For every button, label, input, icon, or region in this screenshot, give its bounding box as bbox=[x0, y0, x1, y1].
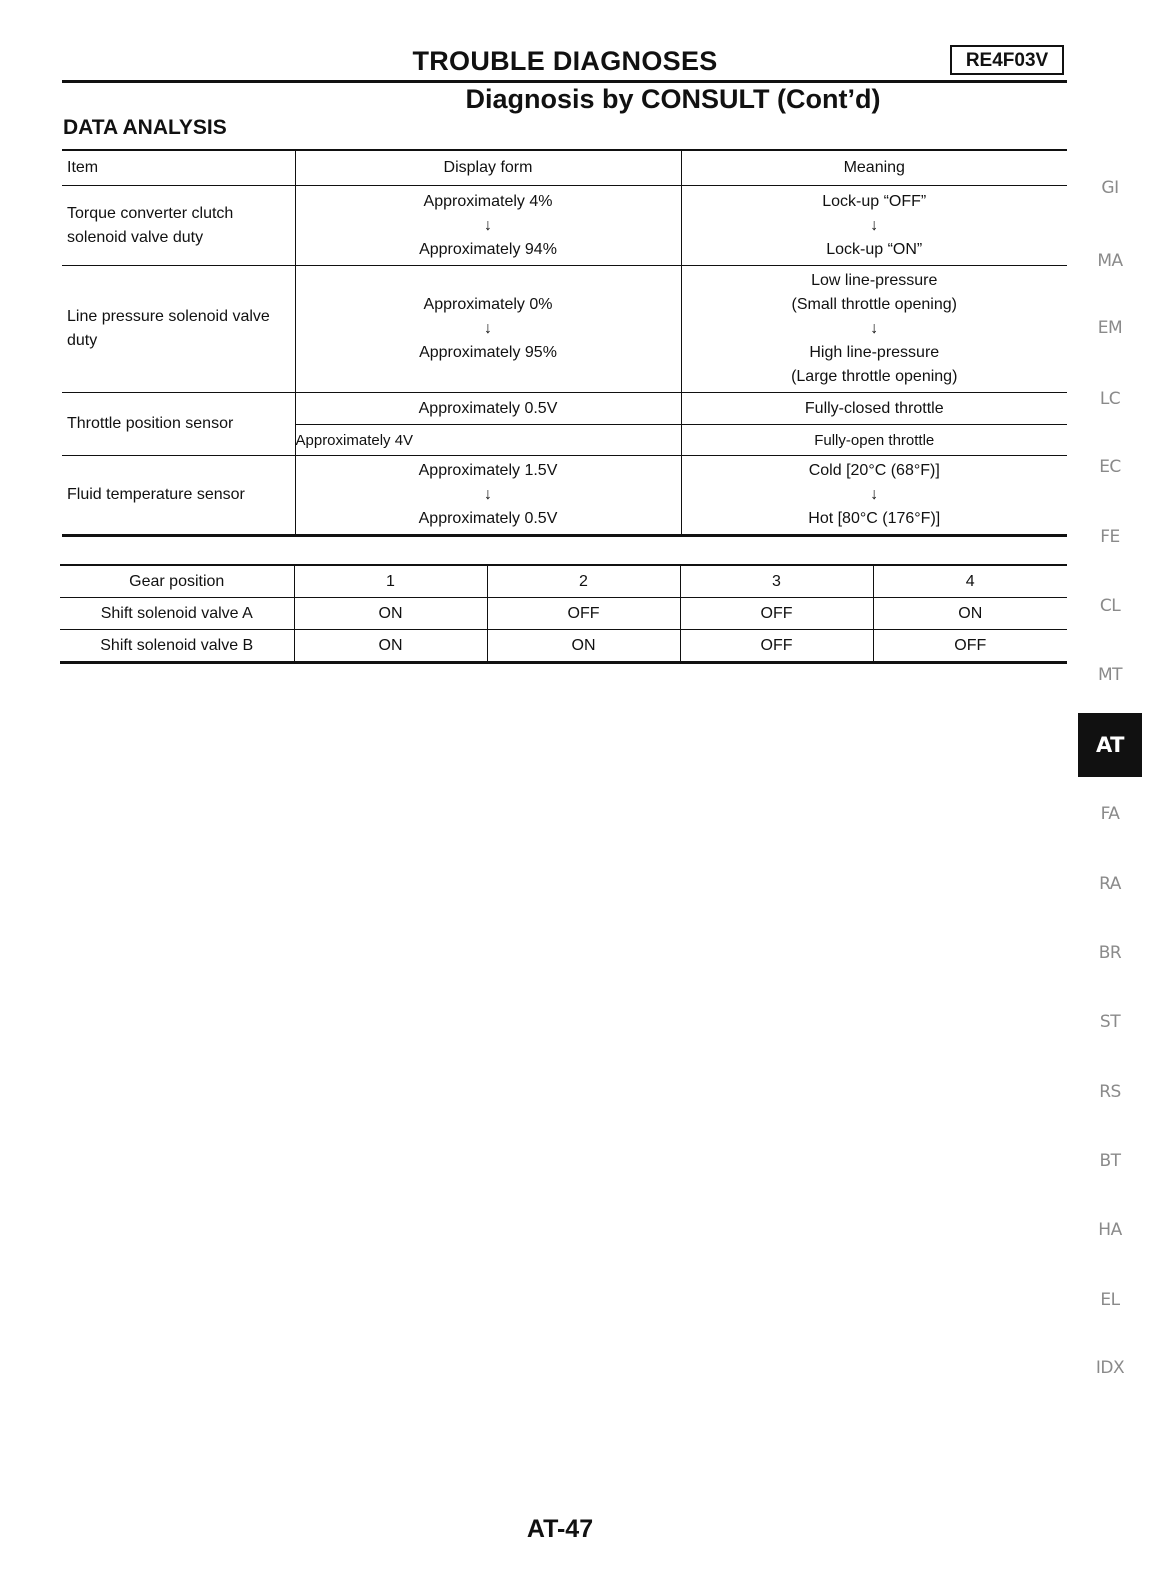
down-arrow-icon: ↓ bbox=[870, 216, 879, 234]
row-label: Shift solenoid valve B bbox=[60, 630, 294, 663]
section-heading: DATA ANALYSIS bbox=[63, 116, 227, 139]
display-to: Approximately 94% bbox=[419, 240, 557, 258]
index-tab-at[interactable]: AT bbox=[1078, 713, 1142, 777]
index-tab-cl[interactable]: CL bbox=[1099, 596, 1121, 616]
header-display-form: Display form bbox=[295, 150, 681, 186]
table-cell: OFF bbox=[873, 630, 1067, 663]
row-meaning: Fully-open throttle bbox=[681, 425, 1067, 456]
model-code-badge: RE4F03V bbox=[950, 45, 1064, 75]
index-tab-ha[interactable]: HA bbox=[1098, 1220, 1122, 1240]
header-gear-1: 1 bbox=[294, 565, 487, 598]
row-display-form: Approximately 4V bbox=[295, 425, 681, 456]
table-row bbox=[62, 186, 1067, 266]
index-tab-rs[interactable]: RS bbox=[1099, 1082, 1121, 1102]
down-arrow-icon: ↓ bbox=[484, 216, 492, 234]
data-analysis-table bbox=[62, 149, 1067, 537]
meaning-from-detail: (Small throttle opening) bbox=[791, 296, 957, 313]
display-from: Approximately 4% bbox=[423, 192, 553, 210]
index-tab-idx[interactable]: IDX bbox=[1095, 1358, 1125, 1378]
down-arrow-icon: ↓ bbox=[870, 320, 879, 337]
table-cell: ON bbox=[294, 630, 487, 663]
meaning-to: Hot [80°C (176°F)] bbox=[808, 510, 941, 527]
table-row bbox=[60, 630, 1067, 663]
index-tab-ma[interactable]: MA bbox=[1097, 251, 1123, 271]
index-tab-lc[interactable]: LC bbox=[1099, 389, 1121, 409]
row-display-form bbox=[295, 266, 681, 393]
row-display-form bbox=[295, 186, 681, 266]
table-header-row bbox=[62, 150, 1067, 186]
display-to: Approximately 0.5V bbox=[418, 510, 558, 527]
table-row bbox=[62, 456, 1067, 536]
index-tab-ra[interactable]: RA bbox=[1099, 874, 1121, 894]
index-tab-gi[interactable]: GI bbox=[1101, 178, 1119, 198]
meaning-to-detail: (Large throttle opening) bbox=[791, 368, 958, 385]
section-index-tabs bbox=[1078, 0, 1167, 1584]
index-tab-st[interactable]: ST bbox=[1099, 1012, 1121, 1032]
table-row bbox=[62, 393, 1067, 425]
table-cell: ON bbox=[487, 630, 680, 663]
header-meaning: Meaning bbox=[681, 150, 1067, 186]
index-tab-br[interactable]: BR bbox=[1098, 943, 1122, 963]
row-meaning bbox=[681, 186, 1067, 266]
row-meaning: Fully-closed throttle bbox=[681, 393, 1067, 425]
meaning-to: Lock-up “ON” bbox=[826, 240, 923, 258]
row-label: Shift solenoid valve A bbox=[60, 598, 294, 630]
down-arrow-icon: ↓ bbox=[484, 320, 492, 337]
down-arrow-icon: ↓ bbox=[484, 486, 492, 503]
index-tab-el[interactable]: EL bbox=[1100, 1290, 1120, 1310]
row-item: Line pressure solenoid valve duty bbox=[62, 266, 295, 393]
header-gear-3: 3 bbox=[680, 565, 873, 598]
index-tab-fa[interactable]: FA bbox=[1100, 804, 1120, 824]
table-cell: OFF bbox=[680, 598, 873, 630]
page-subtitle: Diagnosis by CONSULT (Cont’d) bbox=[465, 84, 881, 114]
meaning-from: Lock-up “OFF” bbox=[822, 192, 927, 210]
shift-solenoid-table bbox=[60, 564, 1067, 664]
index-tab-fe[interactable]: FE bbox=[1100, 527, 1120, 547]
display-to: Approximately 95% bbox=[419, 344, 557, 361]
row-meaning bbox=[681, 266, 1067, 393]
row-meaning bbox=[681, 456, 1067, 536]
table-header-row bbox=[60, 565, 1067, 598]
header-gear-position: Gear position bbox=[60, 565, 294, 598]
row-item: Throttle position sensor bbox=[62, 393, 295, 456]
header-gear-2: 2 bbox=[487, 565, 680, 598]
index-tab-bt[interactable]: BT bbox=[1099, 1151, 1121, 1171]
table-cell: OFF bbox=[680, 630, 873, 663]
header-rule bbox=[62, 80, 1067, 83]
table-row bbox=[60, 598, 1067, 630]
index-tab-mt[interactable]: MT bbox=[1097, 665, 1123, 685]
row-display-form: Approximately 0.5V bbox=[295, 393, 681, 425]
index-tab-em[interactable]: EM bbox=[1097, 318, 1123, 338]
table-row bbox=[62, 266, 1067, 393]
page-title: TROUBLE DIAGNOSES bbox=[412, 46, 718, 76]
row-display-form bbox=[295, 456, 681, 536]
header-gear-4: 4 bbox=[873, 565, 1067, 598]
table-cell: ON bbox=[294, 598, 487, 630]
meaning-to: High line-pressure bbox=[809, 344, 940, 361]
page-number: AT-47 bbox=[526, 1515, 594, 1543]
table-cell: OFF bbox=[487, 598, 680, 630]
row-item: Fluid temperature sensor bbox=[62, 456, 295, 536]
index-tab-ec[interactable]: EC bbox=[1099, 457, 1121, 477]
display-from: Approximately 0% bbox=[423, 296, 553, 313]
row-item: Torque converter clutch solenoid valve duty bbox=[62, 186, 295, 266]
table-cell: ON bbox=[873, 598, 1067, 630]
meaning-from: Cold [20°C (68°F)] bbox=[808, 462, 940, 479]
display-from: Approximately 1.5V bbox=[418, 462, 558, 479]
header-item: Item bbox=[62, 150, 295, 186]
meaning-from: Low line-pressure bbox=[811, 272, 938, 289]
down-arrow-icon: ↓ bbox=[870, 486, 879, 503]
